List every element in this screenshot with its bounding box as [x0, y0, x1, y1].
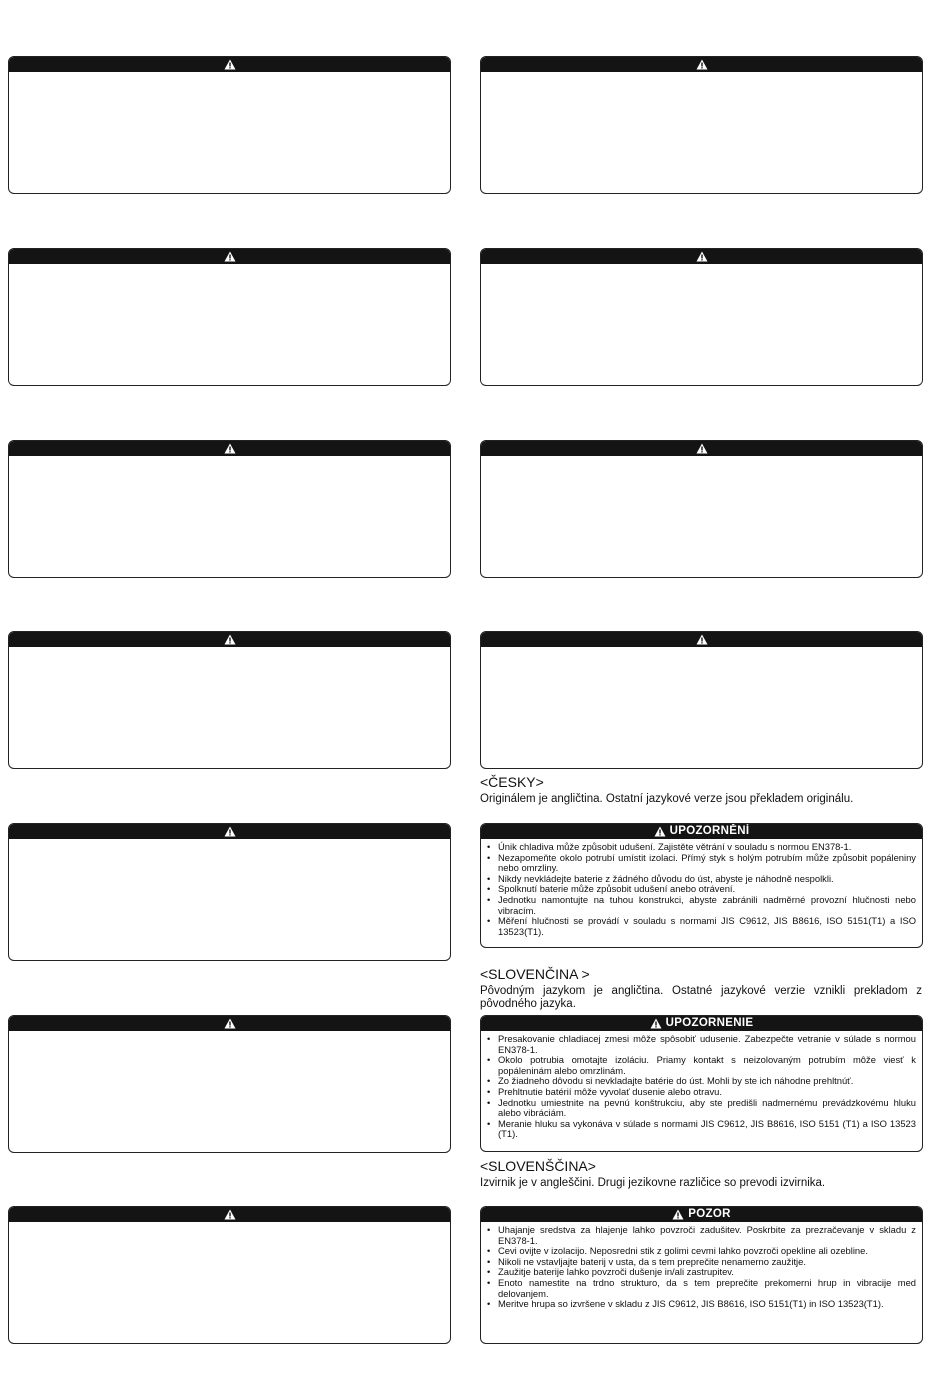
warning-list — [481, 1031, 922, 1140]
warning-triangle-icon — [224, 826, 236, 837]
list-item: • Meritve hrupa so izvršene v skladu z JIS C9612, JIS B8616, ISO 5151(T1) in ISO 13523(T1). — [487, 1299, 916, 1310]
list-item: • Cevi ovijte v izolacijo. Neposredni stik z golimi cevmi lahko povzroči opekline ali ozebline. — [487, 1246, 916, 1257]
warning-triangle-icon — [696, 634, 708, 645]
list-item: • Zo žiadneho dôvodu si nevkladajte batérie do úst. Mohli by ste ich náhodne prehltnúť. — [487, 1076, 916, 1087]
warning-header-bar — [9, 249, 450, 264]
list-item: • Uhajanje sredstva za hlajenje lahko povzroči zadušitev. Poskrbite za prezračevanje v skladu z EN378-1. — [487, 1225, 916, 1246]
warning-triangle-icon — [224, 251, 236, 262]
warning-box-blank-left-4 — [8, 631, 451, 769]
section-heading-slovenian: <SLOVENŠČINA> — [480, 1158, 596, 1174]
warning-box-blank-right-4 — [480, 631, 923, 769]
warning-triangle-icon — [224, 443, 236, 454]
warning-title: POZOR — [688, 1208, 731, 1220]
section-heading-slovak: <SLOVENČINA > — [480, 966, 590, 982]
warning-box-slovak — [480, 1015, 923, 1152]
warning-header-bar — [9, 441, 450, 456]
warning-triangle-icon — [654, 826, 666, 837]
warning-header-bar — [9, 57, 450, 72]
warning-triangle-icon — [224, 1018, 236, 1029]
warning-list — [481, 1222, 922, 1310]
warning-header-bar — [481, 57, 922, 72]
list-item: • Presakovanie chladiacej zmesi môže spôsobiť udusenie. Zabezpečte vetranie v súlade s normou EN378-1. — [487, 1034, 916, 1055]
list-item: • Nikdy nevkládejte baterie z žádného důvodu do úst, abyste je náhodně nespolkli. — [487, 874, 916, 885]
warning-box-blank-left-6 — [8, 1015, 451, 1153]
list-item: • Nezapomeňte okolo potrubí umístit izolaci. Přímý styk s holým potrubím může způsobit popáleniny nebo omrzliny. — [487, 853, 916, 874]
section-note-slovak: Pôvodným jazykom je angličtina. Ostatné jazykové verzie vznikli prekladom z pôvodného jazyka. — [480, 985, 922, 1010]
warning-triangle-icon — [224, 634, 236, 645]
warning-header-bar — [9, 824, 450, 839]
warning-header-bar — [9, 1016, 450, 1031]
list-item: • Nikoli ne vstavljajte baterij v usta, da s tem preprečite nenamerno zaužitje. — [487, 1257, 916, 1268]
warning-triangle-icon — [696, 59, 708, 70]
warning-header-bar — [481, 824, 922, 839]
warning-triangle-icon — [672, 1209, 684, 1220]
warning-box-czech — [480, 823, 923, 948]
list-item: • Meranie hluku sa vykonáva v súlade s normami JIS C9612, JIS B8616, ISO 5151 (T1) a ISO 13523 (T1). — [487, 1119, 916, 1140]
warning-title: UPOZORNENIE — [665, 1017, 754, 1029]
warning-box-blank-right-2 — [480, 248, 923, 386]
warning-box-blank-left-1 — [8, 56, 451, 194]
warning-box-blank-left-5 — [8, 823, 451, 961]
warning-triangle-icon — [224, 59, 236, 70]
warning-box-slovenian — [480, 1206, 923, 1344]
warning-box-blank-right-1 — [480, 56, 923, 194]
warning-box-blank-right-3 — [480, 440, 923, 578]
warning-triangle-icon — [650, 1018, 662, 1029]
list-item: • Měření hlučnosti se provádí v souladu s normami JIS C9612, JIS B8616, ISO 5151(T1) a ISO 13523(T1). — [487, 916, 916, 937]
list-item: • Jednotku namontujte na tuhou konstrukci, abyste zabránili nadměrné provozní hlučnosti nebo vibracím. — [487, 895, 916, 916]
warning-header-bar — [481, 1207, 922, 1222]
warning-header-bar — [481, 441, 922, 456]
warning-box-blank-left-3 — [8, 440, 451, 578]
warning-box-blank-left-7 — [8, 1206, 451, 1344]
warning-header-bar — [9, 632, 450, 647]
list-item: • Prehltnutie batérií môže vyvolať dusenie alebo otravu. — [487, 1087, 916, 1098]
warning-triangle-icon — [696, 251, 708, 262]
warning-triangle-icon — [696, 443, 708, 454]
section-heading-czech: <ČESKY> — [480, 774, 544, 790]
warning-header-bar — [481, 1016, 922, 1031]
list-item: • Okolo potrubia omotajte izoláciu. Priamy kontakt s neizolovaným potrubím môže viesť k popáleninám alebo omrzlinám. — [487, 1055, 916, 1076]
warning-header-bar — [481, 632, 922, 647]
list-item: • Zaužitje baterije lahko povzroči dušenje in/ali zastrupitev. — [487, 1267, 916, 1278]
list-item: • Spolknutí baterie může způsobit udušení anebo otrávení. — [487, 884, 916, 895]
section-note-slovenian: Izvirnik je v angleščini. Drugi jezikovne različice so prevodi izvirnika. — [480, 1177, 826, 1189]
warning-header-bar — [9, 1207, 450, 1222]
warning-header-bar — [481, 249, 922, 264]
warning-title: UPOZORNĚNÍ — [669, 825, 750, 837]
warning-box-blank-left-2 — [8, 248, 451, 386]
list-item: • Jednotku umiestnite na pevnú konštrukciu, aby ste predišli nadmernému prevádzkovému hluku alebo vibráciám. — [487, 1098, 916, 1119]
list-item: • Enoto namestite na trdno strukturo, da s tem preprečite prekomerni hrup in vibracije med delovanjem. — [487, 1278, 916, 1299]
warning-list — [481, 839, 922, 937]
warning-triangle-icon — [224, 1209, 236, 1220]
section-note-czech: Originálem je angličtina. Ostatní jazykové verze jsou překladem originálu. — [480, 793, 854, 805]
list-item: • Únik chladiva může způsobit udušení. Zajistěte větrání v souladu s normou EN378-1. — [487, 842, 916, 853]
